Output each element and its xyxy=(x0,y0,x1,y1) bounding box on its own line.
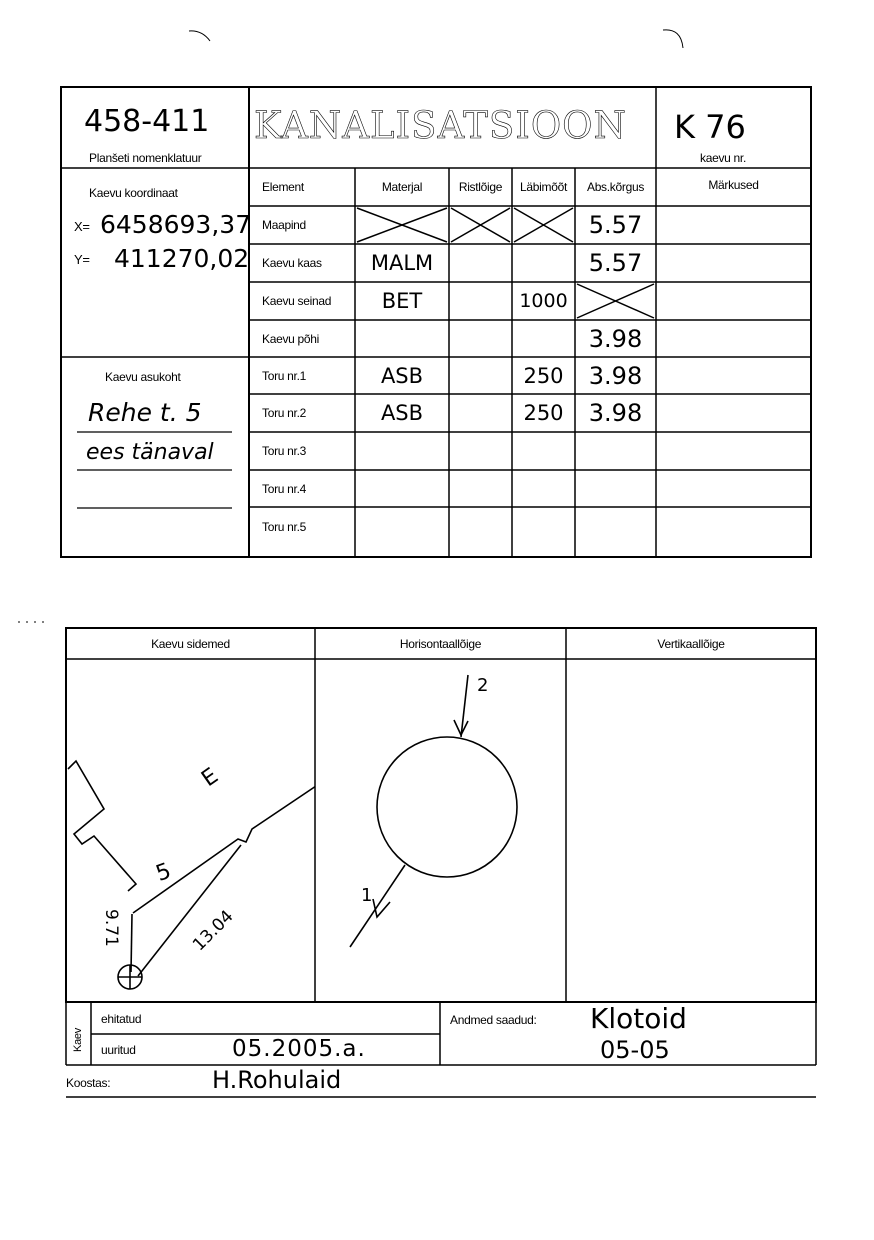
row-element: Kaevu põhi xyxy=(262,331,320,346)
row-element: Toru nr.2 xyxy=(262,406,306,420)
col-header-cross-section: Ristlõige xyxy=(458,180,503,194)
well-number: K 76 xyxy=(674,108,746,146)
sketch-header-horizontal: Horisontaallõige xyxy=(399,636,482,651)
row-diameter: 250 xyxy=(523,401,564,425)
row-elevation: 5.57 xyxy=(588,211,643,239)
horizontal-section-sketch xyxy=(315,659,566,1002)
sketch-header-vertical: Vertikaallõige xyxy=(657,636,725,651)
data-source-label: Andmed saadud: xyxy=(450,1013,537,1027)
pipe-2-label: 2 xyxy=(477,675,489,696)
building-outline xyxy=(68,761,136,891)
built-label: ehitatud xyxy=(101,1012,142,1026)
well-number-label: kaevu nr. xyxy=(700,151,746,165)
plan-number: 458-411 xyxy=(84,104,210,139)
data-source-value: Klotoid xyxy=(590,1002,687,1035)
form-title: KANALISATSIOON xyxy=(254,104,627,147)
location-label: Kaevu asukoht xyxy=(105,370,181,384)
composer-label: Koostas: xyxy=(66,1076,111,1090)
x-coordinate: 6458693,37 xyxy=(100,210,252,239)
plan-number-label: Planšeti nomenklatuur xyxy=(89,151,202,165)
site-label-5: 5 xyxy=(152,858,175,887)
y-prefix: Y= xyxy=(74,252,90,267)
row-material: MALM xyxy=(370,251,434,275)
col-header-notes: Märkused xyxy=(708,178,759,192)
side-label-well: Kaev xyxy=(72,1028,84,1052)
data-source-date: 05-05 xyxy=(600,1036,670,1064)
composer-name: H.Rohulaid xyxy=(212,1066,342,1094)
distance-label-a: 9.71 xyxy=(101,909,121,947)
row-material: BET xyxy=(381,289,423,313)
row-elevation: 3.98 xyxy=(588,399,643,427)
x-prefix: X= xyxy=(74,219,90,234)
measured-date: 05.2005.a. xyxy=(232,1036,366,1062)
row-element: Toru nr.1 xyxy=(262,368,306,383)
row-element: Kaevu kaas xyxy=(262,256,322,270)
col-header-elevation: Abs.kõrgus xyxy=(586,180,645,194)
offset-line-9 xyxy=(131,914,132,972)
coordinates-label: Kaevu koordinaat xyxy=(89,186,178,200)
street-line-upper xyxy=(133,786,315,913)
location-line-2: ees tänaval xyxy=(86,440,214,465)
row-elevation: 3.98 xyxy=(588,361,643,390)
site-sketch xyxy=(66,659,315,1002)
row-diameter: 250 xyxy=(523,363,564,388)
col-header-diameter: Läbimõõt xyxy=(520,180,567,194)
row-element: Kaevu seinad xyxy=(262,294,332,308)
row-element: Toru nr.3 xyxy=(262,444,306,458)
col-header-element: Element xyxy=(262,180,304,194)
row-diameter: 1000 xyxy=(519,290,568,312)
location-line-1: Rehe t. 5 xyxy=(88,398,202,427)
row-material: ASB xyxy=(380,401,424,425)
row-element: Toru nr.4 xyxy=(262,481,306,496)
row-material: ASB xyxy=(380,363,424,388)
distance-label-b: 13.04 xyxy=(189,906,238,956)
pipe-1-line xyxy=(350,865,405,947)
pipe-1-label: 1 xyxy=(361,885,373,906)
well-plan-circle xyxy=(377,737,517,877)
row-elevation: 3.98 xyxy=(588,324,643,353)
y-coordinate: 411270,02 xyxy=(114,244,250,273)
measured-label: uuritud xyxy=(101,1043,136,1057)
sketch-header-ties: Kaevu sidemed xyxy=(151,636,230,651)
row-element: Toru nr.5 xyxy=(262,520,306,534)
row-element: Maapind xyxy=(262,218,306,232)
site-label-e: E xyxy=(197,763,223,793)
row-elevation: 5.57 xyxy=(588,249,643,277)
col-header-material: Materjal xyxy=(381,180,423,194)
